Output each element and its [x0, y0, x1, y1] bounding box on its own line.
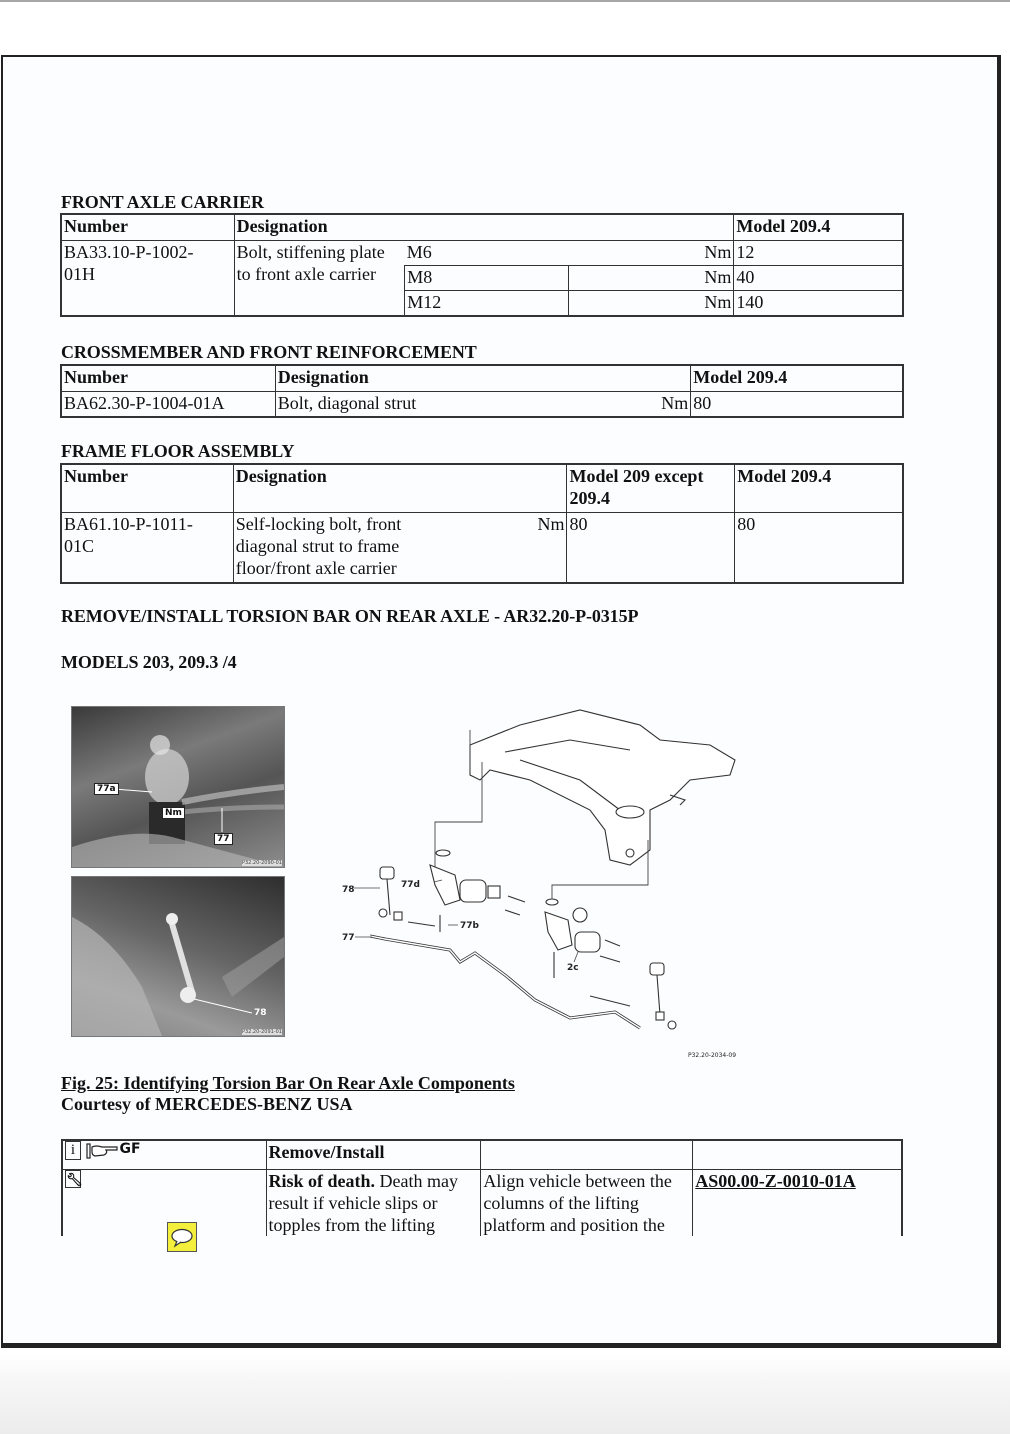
torque-unit: Nm: [575, 392, 691, 417]
photo-code: P32.20-2091-01: [241, 1029, 282, 1035]
note-speech-bubble-icon[interactable]: [167, 1222, 197, 1252]
label-nm: Nm: [162, 807, 185, 819]
label-77a: 77a: [94, 783, 119, 795]
procedure-step-table: [61, 1139, 903, 1236]
table-header-row: [62, 215, 903, 241]
table-row: [62, 392, 903, 417]
diagram-label-77: 77: [342, 933, 355, 943]
header-number: Number: [62, 215, 235, 241]
part-number: BA62.30-P-1004-01A: [62, 392, 276, 417]
front-axle-carrier-table: [61, 214, 903, 316]
section-title-crossmember: CROSSMEMBER AND FRONT REINFORCEMENT: [61, 342, 477, 362]
part-number: BA33.10-P-1002- 01H: [62, 241, 235, 316]
wrench-icon: 🔧︎: [66, 1171, 83, 1187]
part-number: BA61.10-P-1011- 01C: [62, 513, 234, 583]
header-designation: Designation: [275, 366, 690, 392]
torque-unit: Nm: [433, 513, 567, 583]
header-empty: [693, 1140, 902, 1169]
header-model: Model 209.4: [734, 215, 903, 241]
torque-unit: Nm: [568, 291, 734, 316]
header-model-except: Model 209 except 209.4: [567, 465, 735, 513]
header-remove-install: Remove/Install: [266, 1140, 481, 1169]
header-model: Model 209.4: [735, 465, 903, 513]
torque-value: 12: [734, 241, 903, 266]
photo-torsion-bar-mount: [71, 706, 285, 868]
designation: Bolt, stiffening plate to front axle carrier: [234, 241, 405, 316]
torque-unit: Nm: [568, 266, 734, 291]
figure-caption: [61, 1073, 515, 1115]
viewer-top-border: [0, 0, 1010, 2]
info-icon[interactable]: i: [65, 1141, 81, 1160]
header-icons-cell: [62, 1140, 266, 1169]
diagram-label-78: 78: [342, 885, 355, 895]
torque-value: 80: [691, 392, 903, 417]
bolt-size: M12: [405, 291, 569, 316]
diagram-code: P32.20-2034-09: [688, 1052, 737, 1059]
table-header-row: [62, 1140, 902, 1169]
torque-value-except: 80: [567, 513, 735, 583]
reference-link[interactable]: AS00.00-Z-0010-01A: [695, 1170, 856, 1191]
table-header-row: [62, 465, 903, 513]
table-row: [62, 241, 903, 266]
header-number: Number: [62, 465, 234, 513]
header-designation: Designation: [233, 465, 567, 513]
diagram-label-77b: 77b: [460, 921, 479, 931]
designation: Self-locking bolt, front diagonal strut to frame floor/front axle carrier: [233, 513, 433, 583]
diagram-label-2c: 2c: [567, 963, 579, 973]
bolt-size: M8: [405, 266, 569, 291]
exploded-diagram: [330, 700, 760, 1070]
crossmember-table: [61, 365, 903, 417]
figure-courtesy: Courtesy of MERCEDES-BENZ USA: [61, 1094, 353, 1114]
torque-value: 40: [734, 266, 903, 291]
table-row: [62, 1169, 902, 1236]
table-header-row: [62, 366, 903, 392]
photo-torsion-bar-link: [71, 876, 285, 1037]
reference-cell: [693, 1169, 902, 1236]
header-number: Number: [62, 366, 276, 392]
table-row: [62, 513, 903, 583]
procedure-title: REMOVE/INSTALL TORSION BAR ON REAR AXLE - AR32.20-P-0315P: [61, 606, 639, 626]
label-78: 78: [254, 1008, 267, 1018]
photo-detail: [72, 877, 284, 1036]
models-heading: MODELS 203, 209.3 /4: [61, 652, 237, 672]
frame-floor-table: [61, 464, 903, 583]
photo-code: P32.20-2090-01: [241, 860, 282, 866]
diagram-label-77d: 77d: [401, 880, 420, 890]
torque-value: 140: [734, 291, 903, 316]
header-model: Model 209.4: [691, 366, 903, 392]
torque-unit: Nm: [568, 241, 734, 266]
header-empty: [481, 1140, 693, 1169]
warning-text: Risk of death. Death may result if vehicle slips or topples from the lifting: [266, 1169, 481, 1236]
header-designation: Designation: [234, 215, 734, 241]
pointing-hand-icon: [86, 1143, 120, 1159]
icon-cell: [62, 1169, 266, 1236]
section-title-front-axle-carrier: FRONT AXLE CARRIER: [61, 192, 264, 212]
label-77: 77: [214, 833, 233, 845]
figure-caption-link[interactable]: Fig. 25: Identifying Torsion Bar On Rear Axle Components: [61, 1073, 515, 1093]
instruction-text: Align vehicle between the columns of the lifting platform and position the: [481, 1169, 693, 1236]
designation: Bolt, diagonal strut: [275, 392, 575, 417]
section-title-frame-floor: FRAME FLOOR ASSEMBLY: [61, 441, 295, 461]
bolt-size: M6: [405, 241, 569, 266]
gf-label: GF: [119, 1141, 141, 1157]
torque-value: 80: [735, 513, 903, 583]
